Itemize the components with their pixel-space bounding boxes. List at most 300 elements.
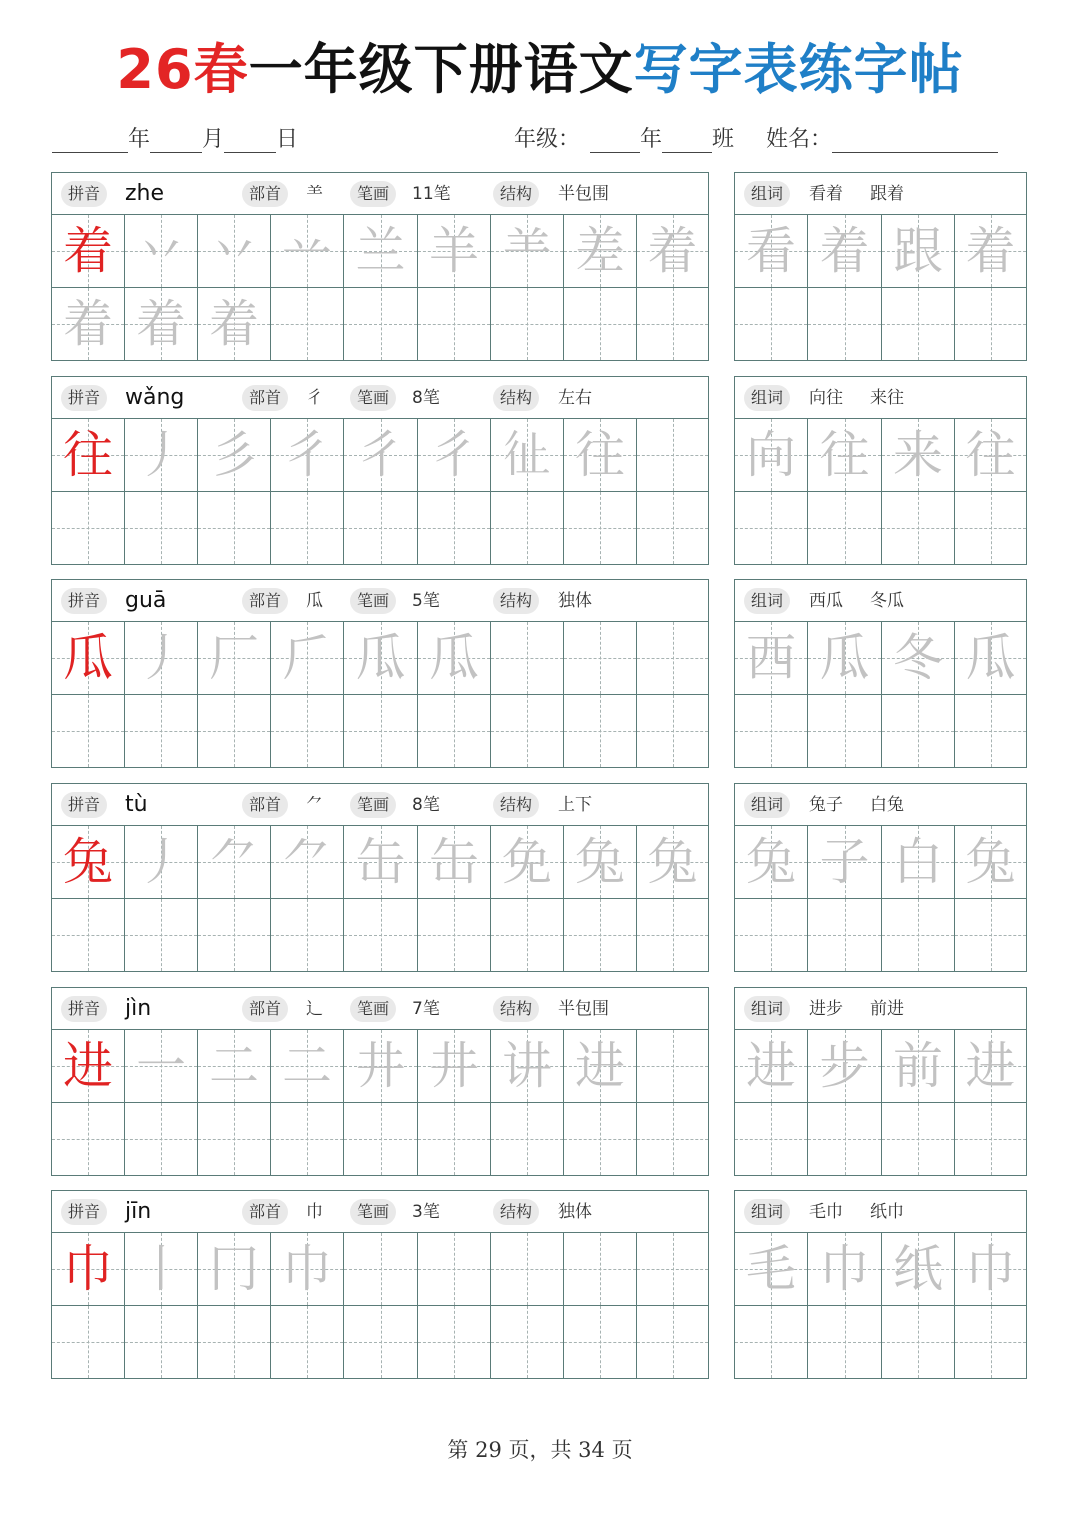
grid-guide-vertical bbox=[161, 1103, 162, 1175]
year-label: 年 bbox=[128, 127, 151, 152]
year-blank[interactable] bbox=[52, 128, 128, 153]
stroke-step-cell[interactable] bbox=[418, 622, 491, 695]
word-trace-cell[interactable] bbox=[735, 826, 808, 899]
writing-cell[interactable] bbox=[198, 492, 271, 564]
pinyin-tag: 拼音 bbox=[61, 792, 107, 818]
writing-cell[interactable] bbox=[125, 1306, 198, 1378]
writing-cell[interactable] bbox=[955, 899, 1026, 971]
model-character: 巾 bbox=[63, 1240, 113, 1298]
stroke-step-cell[interactable] bbox=[125, 215, 198, 288]
character-practice-box bbox=[51, 987, 709, 1176]
trace-character: 彳 bbox=[355, 426, 406, 484]
radical-value: 巾 bbox=[306, 1202, 323, 1222]
radical-tag: 部首 bbox=[242, 385, 288, 411]
grid-guide-vertical bbox=[918, 1103, 919, 1175]
trace-character: 兔 bbox=[746, 833, 796, 891]
writing-cell[interactable] bbox=[735, 899, 808, 971]
writing-cell[interactable] bbox=[491, 288, 564, 360]
model-cell[interactable] bbox=[52, 215, 125, 288]
writing-cell[interactable] bbox=[418, 1103, 491, 1175]
trace-character: 着 bbox=[136, 295, 186, 353]
grid-guide-vertical bbox=[845, 288, 846, 360]
trace-character: 着 bbox=[965, 222, 1016, 280]
grid-guide-vertical bbox=[918, 695, 919, 767]
writing-cell[interactable] bbox=[882, 899, 955, 971]
grid-guide-vertical bbox=[845, 1306, 846, 1378]
structure-value: 半包围 bbox=[558, 999, 609, 1019]
writing-cell[interactable] bbox=[271, 288, 344, 360]
writing-cell[interactable] bbox=[564, 288, 637, 360]
word-1: 兔子 bbox=[809, 795, 843, 815]
character-info-bar bbox=[52, 580, 708, 622]
writing-cell[interactable] bbox=[955, 288, 1026, 360]
pinyin-tag: 拼音 bbox=[61, 996, 107, 1022]
stroke-step-cell[interactable] bbox=[271, 1233, 344, 1306]
word-trace-cell[interactable] bbox=[808, 1030, 882, 1103]
writing-cell[interactable] bbox=[882, 288, 955, 360]
grid-guide-vertical bbox=[381, 1103, 382, 1175]
writing-cell[interactable] bbox=[808, 695, 882, 767]
grade-blank[interactable] bbox=[590, 128, 640, 153]
writing-cell[interactable] bbox=[344, 1233, 418, 1306]
writing-cell[interactable] bbox=[198, 899, 271, 971]
radical-value: 瓜 bbox=[306, 591, 323, 611]
writing-cell[interactable] bbox=[271, 695, 344, 767]
stroke-step-cell[interactable] bbox=[418, 215, 491, 288]
writing-cell[interactable] bbox=[735, 288, 808, 360]
character-info-bar bbox=[52, 988, 708, 1030]
word-trace-cell[interactable] bbox=[735, 215, 808, 288]
strokes-value: 5笔 bbox=[412, 591, 440, 611]
word-trace-cell[interactable] bbox=[808, 215, 882, 288]
radical-tag: 部首 bbox=[242, 792, 288, 818]
grade-label: 年级： bbox=[514, 127, 581, 152]
writing-cell[interactable] bbox=[52, 899, 125, 971]
writing-cell[interactable] bbox=[491, 622, 564, 695]
character-info-bar bbox=[52, 784, 708, 826]
trace-character: ⺈ bbox=[282, 833, 332, 891]
word-practice-box bbox=[734, 376, 1027, 565]
writing-cell[interactable] bbox=[955, 695, 1026, 767]
stroke-step-cell[interactable] bbox=[491, 419, 564, 492]
character-practice-box bbox=[51, 783, 709, 972]
grid-guide-vertical bbox=[88, 899, 89, 971]
writing-cell[interactable] bbox=[735, 1103, 808, 1175]
radical-value: 辶 bbox=[306, 999, 323, 1019]
words-tag: 组词 bbox=[744, 588, 790, 614]
writing-cell[interactable] bbox=[125, 899, 198, 971]
grid-guide-vertical bbox=[991, 492, 992, 564]
writing-cell[interactable] bbox=[637, 1030, 708, 1103]
writing-cell[interactable] bbox=[344, 1103, 418, 1175]
trace-character: 冂 bbox=[209, 1240, 259, 1298]
grid-guide-vertical bbox=[600, 899, 601, 971]
trace-character: 二 bbox=[209, 1037, 259, 1095]
grid-guide-vertical bbox=[307, 492, 308, 564]
word-1: 毛巾 bbox=[809, 1202, 843, 1222]
word-trace-cell[interactable] bbox=[882, 826, 955, 899]
word-trace-cell[interactable] bbox=[955, 622, 1026, 695]
writing-cell[interactable] bbox=[125, 492, 198, 564]
pinyin-value: jìn bbox=[125, 996, 152, 1021]
writing-cell[interactable] bbox=[198, 695, 271, 767]
trace-character: 瓜 bbox=[355, 629, 406, 687]
writing-cell[interactable] bbox=[418, 1233, 491, 1306]
writing-cell[interactable] bbox=[271, 899, 344, 971]
word-trace-cell[interactable] bbox=[955, 826, 1026, 899]
trace-character: ⺷ bbox=[502, 222, 552, 280]
strokes-tag: 笔画 bbox=[350, 385, 396, 411]
model-cell[interactable] bbox=[52, 826, 125, 899]
grid-guide-vertical bbox=[381, 695, 382, 767]
writing-cell[interactable] bbox=[271, 492, 344, 564]
stroke-step-cell[interactable] bbox=[564, 1030, 637, 1103]
writing-cell[interactable] bbox=[344, 492, 418, 564]
trace-character: 向 bbox=[746, 426, 796, 484]
stroke-step-cell[interactable] bbox=[564, 215, 637, 288]
trace-character: 免 bbox=[502, 833, 552, 891]
writing-cell[interactable] bbox=[564, 1233, 637, 1306]
writing-cell[interactable] bbox=[735, 492, 808, 564]
grid-guide-vertical bbox=[673, 1030, 674, 1102]
trace-character: 二 bbox=[282, 1037, 332, 1095]
writing-cell[interactable] bbox=[564, 1103, 637, 1175]
writing-cell[interactable] bbox=[637, 622, 708, 695]
character-practice-box bbox=[51, 1190, 709, 1379]
grid-guide-vertical bbox=[527, 288, 528, 360]
structure-value: 上下 bbox=[558, 795, 592, 815]
grid-guide-vertical bbox=[454, 1103, 455, 1175]
trace-character: 往 bbox=[965, 426, 1016, 484]
structure-tag: 结构 bbox=[493, 792, 539, 818]
grid-guide-vertical bbox=[673, 288, 674, 360]
trace-character: 䒑 bbox=[282, 222, 332, 280]
grid-guide-vertical bbox=[771, 695, 772, 767]
word-trace-cell[interactable] bbox=[882, 419, 955, 492]
grid-guide-vertical bbox=[600, 622, 601, 694]
grid-guide-vertical bbox=[845, 492, 846, 564]
grid-guide-vertical bbox=[88, 492, 89, 564]
writing-cell[interactable] bbox=[564, 899, 637, 971]
stroke-step-cell[interactable] bbox=[125, 1030, 198, 1103]
writing-cell[interactable] bbox=[491, 1233, 564, 1306]
grid-guide-vertical bbox=[991, 1306, 992, 1378]
trace-character: 进 bbox=[746, 1037, 796, 1095]
words-tag: 组词 bbox=[744, 181, 790, 207]
day-label: 日 bbox=[276, 127, 299, 152]
stroke-step-cell[interactable] bbox=[271, 419, 344, 492]
writing-cell[interactable] bbox=[52, 1103, 125, 1175]
model-cell[interactable] bbox=[52, 622, 125, 695]
stroke-step-cell[interactable] bbox=[271, 215, 344, 288]
writing-cell[interactable] bbox=[125, 695, 198, 767]
stroke-step-cell[interactable] bbox=[344, 419, 418, 492]
writing-cell[interactable] bbox=[52, 1306, 125, 1378]
stroke-step-cell[interactable] bbox=[271, 1030, 344, 1103]
word-trace-cell[interactable] bbox=[882, 1030, 955, 1103]
grid-guide-vertical bbox=[673, 1103, 674, 1175]
writing-cell[interactable] bbox=[637, 1233, 708, 1306]
word-trace-cell[interactable] bbox=[955, 215, 1026, 288]
word-trace-cell[interactable] bbox=[735, 1233, 808, 1306]
trace-character: 丷 bbox=[209, 222, 259, 280]
word-trace-cell[interactable] bbox=[808, 419, 882, 492]
stroke-step-cell[interactable] bbox=[418, 1030, 491, 1103]
model-cell[interactable] bbox=[52, 419, 125, 492]
grid-guide-vertical bbox=[234, 695, 235, 767]
writing-cell[interactable] bbox=[491, 1306, 564, 1378]
word-trace-cell[interactable] bbox=[882, 215, 955, 288]
stroke-step-cell[interactable] bbox=[418, 419, 491, 492]
writing-cell[interactable] bbox=[418, 1306, 491, 1378]
grid-guide-vertical bbox=[454, 492, 455, 564]
word-trace-cell[interactable] bbox=[882, 1233, 955, 1306]
writing-cell[interactable] bbox=[418, 899, 491, 971]
structure-value: 独体 bbox=[558, 1202, 592, 1222]
character-practice-box bbox=[51, 376, 709, 565]
radical-tag: 部首 bbox=[242, 181, 288, 207]
stroke-step-cell[interactable] bbox=[198, 1233, 271, 1306]
trace-character: 西 bbox=[746, 629, 796, 687]
stroke-step-cell[interactable] bbox=[491, 826, 564, 899]
structure-tag: 结构 bbox=[493, 181, 539, 207]
word-trace-cell[interactable] bbox=[735, 1030, 808, 1103]
grid-guide-vertical bbox=[454, 288, 455, 360]
writing-cell[interactable] bbox=[955, 1103, 1026, 1175]
grid-guide-vertical bbox=[673, 1233, 674, 1305]
word-practice-box bbox=[734, 579, 1027, 768]
model-character: 兔 bbox=[63, 833, 113, 891]
writing-cell[interactable] bbox=[735, 1306, 808, 1378]
trace-character: 往 bbox=[575, 426, 625, 484]
writing-cell[interactable] bbox=[564, 695, 637, 767]
day-blank[interactable] bbox=[224, 128, 276, 153]
writing-cell[interactable] bbox=[344, 695, 418, 767]
trace-character: 毛 bbox=[746, 1240, 796, 1298]
page-footer: 第 29 页，共 34 页 bbox=[447, 1438, 633, 1462]
class-name-fields bbox=[514, 122, 998, 153]
writing-cell[interactable] bbox=[418, 695, 491, 767]
writing-cell[interactable] bbox=[344, 288, 418, 360]
stroke-step-cell[interactable] bbox=[198, 419, 271, 492]
pinyin-value: zhe bbox=[125, 181, 165, 206]
grid-guide-vertical bbox=[673, 622, 674, 694]
word-trace-cell[interactable] bbox=[735, 622, 808, 695]
trace-character: 瓜 bbox=[965, 629, 1016, 687]
stroke-step-cell[interactable] bbox=[637, 826, 708, 899]
stroke-step-cell[interactable] bbox=[125, 826, 198, 899]
writing-cell[interactable] bbox=[491, 492, 564, 564]
stroke-step-cell[interactable] bbox=[125, 1233, 198, 1306]
character-info-bar bbox=[52, 173, 708, 215]
writing-cell[interactable] bbox=[52, 695, 125, 767]
writing-cell[interactable] bbox=[564, 622, 637, 695]
writing-cell[interactable] bbox=[882, 1306, 955, 1378]
word-trace-cell[interactable] bbox=[808, 1233, 882, 1306]
stroke-step-cell[interactable] bbox=[491, 215, 564, 288]
stroke-step-cell[interactable] bbox=[344, 1030, 418, 1103]
strokes-tag: 笔画 bbox=[350, 792, 396, 818]
stroke-step-cell[interactable] bbox=[491, 1030, 564, 1103]
writing-cell[interactable] bbox=[198, 1306, 271, 1378]
class-blank[interactable] bbox=[662, 128, 712, 153]
stroke-step-cell[interactable] bbox=[564, 826, 637, 899]
trace-character: 丿 bbox=[136, 426, 186, 484]
stroke-step-cell[interactable] bbox=[125, 622, 198, 695]
stroke-step-cell[interactable] bbox=[418, 826, 491, 899]
writing-cell[interactable] bbox=[808, 1103, 882, 1175]
grid-guide-vertical bbox=[771, 899, 772, 971]
writing-cell[interactable] bbox=[882, 492, 955, 564]
writing-cell[interactable] bbox=[52, 492, 125, 564]
grid-guide-vertical bbox=[307, 1103, 308, 1175]
model-cell[interactable] bbox=[52, 1030, 125, 1103]
grid-guide-vertical bbox=[673, 695, 674, 767]
character-practice-box bbox=[51, 172, 709, 361]
title-blue: 写字表练字帖 bbox=[633, 38, 964, 101]
grid-guide-vertical bbox=[918, 288, 919, 360]
trace-character: 瓜 bbox=[429, 629, 479, 687]
grid-guide-vertical bbox=[88, 1306, 89, 1378]
word-1: 看着 bbox=[809, 184, 843, 204]
class-label: 班 bbox=[712, 127, 735, 152]
trace-cell[interactable] bbox=[125, 288, 198, 360]
word-trace-cell[interactable] bbox=[955, 1233, 1026, 1306]
stroke-step-cell[interactable] bbox=[344, 826, 418, 899]
word-1: 向往 bbox=[809, 388, 843, 408]
stroke-step-cell[interactable] bbox=[125, 419, 198, 492]
writing-cell[interactable] bbox=[637, 1103, 708, 1175]
stroke-step-cell[interactable] bbox=[198, 1030, 271, 1103]
radical-value: ⺈ bbox=[306, 795, 323, 815]
grid-guide-vertical bbox=[600, 1103, 601, 1175]
stroke-step-cell[interactable] bbox=[198, 215, 271, 288]
grid-guide-vertical bbox=[527, 492, 528, 564]
writing-cell[interactable] bbox=[491, 695, 564, 767]
trace-cell[interactable] bbox=[52, 288, 125, 360]
grid-guide-vertical bbox=[88, 695, 89, 767]
pinyin-value: tù bbox=[125, 792, 148, 817]
trace-character: 羊 bbox=[429, 222, 479, 280]
grid-guide-vertical bbox=[527, 622, 528, 694]
writing-cell[interactable] bbox=[637, 899, 708, 971]
stroke-step-cell[interactable] bbox=[564, 419, 637, 492]
grid-guide-vertical bbox=[771, 1103, 772, 1175]
writing-cell[interactable] bbox=[637, 1306, 708, 1378]
writing-cell[interactable] bbox=[271, 1306, 344, 1378]
writing-cell[interactable] bbox=[808, 1306, 882, 1378]
writing-cell[interactable] bbox=[637, 419, 708, 492]
grid-guide-vertical bbox=[600, 492, 601, 564]
structure-tag: 结构 bbox=[493, 588, 539, 614]
words-tag: 组词 bbox=[744, 1199, 790, 1225]
word-trace-cell[interactable] bbox=[955, 419, 1026, 492]
stroke-step-cell[interactable] bbox=[198, 826, 271, 899]
writing-cell[interactable] bbox=[125, 1103, 198, 1175]
word-trace-cell[interactable] bbox=[808, 622, 882, 695]
grid-guide-vertical bbox=[527, 1103, 528, 1175]
writing-cell[interactable] bbox=[564, 492, 637, 564]
month-label: 月 bbox=[202, 127, 225, 152]
writing-cell[interactable] bbox=[491, 899, 564, 971]
grid-guide-vertical bbox=[381, 899, 382, 971]
grid-guide-vertical bbox=[527, 1306, 528, 1378]
stroke-step-cell[interactable] bbox=[271, 622, 344, 695]
grid-guide-vertical bbox=[673, 1306, 674, 1378]
grid-guide-vertical bbox=[234, 899, 235, 971]
writing-cell[interactable] bbox=[882, 1103, 955, 1175]
word-practice-box bbox=[734, 987, 1027, 1176]
writing-cell[interactable] bbox=[564, 1306, 637, 1378]
writing-cell[interactable] bbox=[955, 492, 1026, 564]
grid-guide-vertical bbox=[600, 1306, 601, 1378]
stroke-step-cell[interactable] bbox=[637, 215, 708, 288]
writing-cell[interactable] bbox=[637, 695, 708, 767]
grid-guide-vertical bbox=[234, 1306, 235, 1378]
stroke-step-cell[interactable] bbox=[271, 826, 344, 899]
word-trace-cell[interactable] bbox=[735, 419, 808, 492]
word-trace-cell[interactable] bbox=[808, 826, 882, 899]
grid-guide-vertical bbox=[673, 492, 674, 564]
word-practice-box bbox=[734, 172, 1027, 361]
trace-character: 前 bbox=[893, 1037, 943, 1095]
trace-character: 着 bbox=[63, 295, 113, 353]
writing-cell[interactable] bbox=[198, 1103, 271, 1175]
word-info-bar bbox=[735, 988, 1026, 1030]
writing-cell[interactable] bbox=[418, 492, 491, 564]
writing-cell[interactable] bbox=[637, 492, 708, 564]
word-2: 来往 bbox=[870, 388, 904, 408]
stroke-step-cell[interactable] bbox=[344, 215, 418, 288]
writing-cell[interactable] bbox=[418, 288, 491, 360]
grid-guide-vertical bbox=[918, 492, 919, 564]
strokes-value: 8笔 bbox=[412, 388, 440, 408]
trace-character: 讲 bbox=[502, 1037, 552, 1095]
grid-guide-vertical bbox=[381, 288, 382, 360]
month-blank[interactable] bbox=[150, 128, 202, 153]
model-character: 着 bbox=[63, 222, 113, 280]
writing-cell[interactable] bbox=[491, 1103, 564, 1175]
strokes-tag: 笔画 bbox=[350, 588, 396, 614]
trace-character: 彳 bbox=[429, 426, 479, 484]
model-character: 往 bbox=[63, 426, 113, 484]
pinyin-value: guā bbox=[125, 588, 167, 613]
writing-cell[interactable] bbox=[344, 1306, 418, 1378]
trace-cell[interactable] bbox=[198, 288, 271, 360]
writing-cell[interactable] bbox=[808, 288, 882, 360]
word-2: 跟着 bbox=[870, 184, 904, 204]
stroke-step-cell[interactable] bbox=[344, 622, 418, 695]
strokes-value: 11笔 bbox=[412, 184, 451, 204]
name-blank[interactable] bbox=[832, 128, 998, 153]
word-trace-cell[interactable] bbox=[955, 1030, 1026, 1103]
radical-value: ⺷ bbox=[306, 184, 323, 204]
writing-cell[interactable] bbox=[344, 899, 418, 971]
writing-cell[interactable] bbox=[882, 695, 955, 767]
writing-cell[interactable] bbox=[735, 695, 808, 767]
word-trace-cell[interactable] bbox=[882, 622, 955, 695]
writing-cell[interactable] bbox=[271, 1103, 344, 1175]
writing-cell[interactable] bbox=[637, 288, 708, 360]
page-title bbox=[0, 38, 1080, 102]
title-red: 26春 bbox=[116, 38, 249, 101]
structure-tag: 结构 bbox=[493, 385, 539, 411]
model-cell[interactable] bbox=[52, 1233, 125, 1306]
writing-cell[interactable] bbox=[808, 492, 882, 564]
stroke-step-cell[interactable] bbox=[198, 622, 271, 695]
writing-cell[interactable] bbox=[955, 1306, 1026, 1378]
writing-cell[interactable] bbox=[808, 899, 882, 971]
